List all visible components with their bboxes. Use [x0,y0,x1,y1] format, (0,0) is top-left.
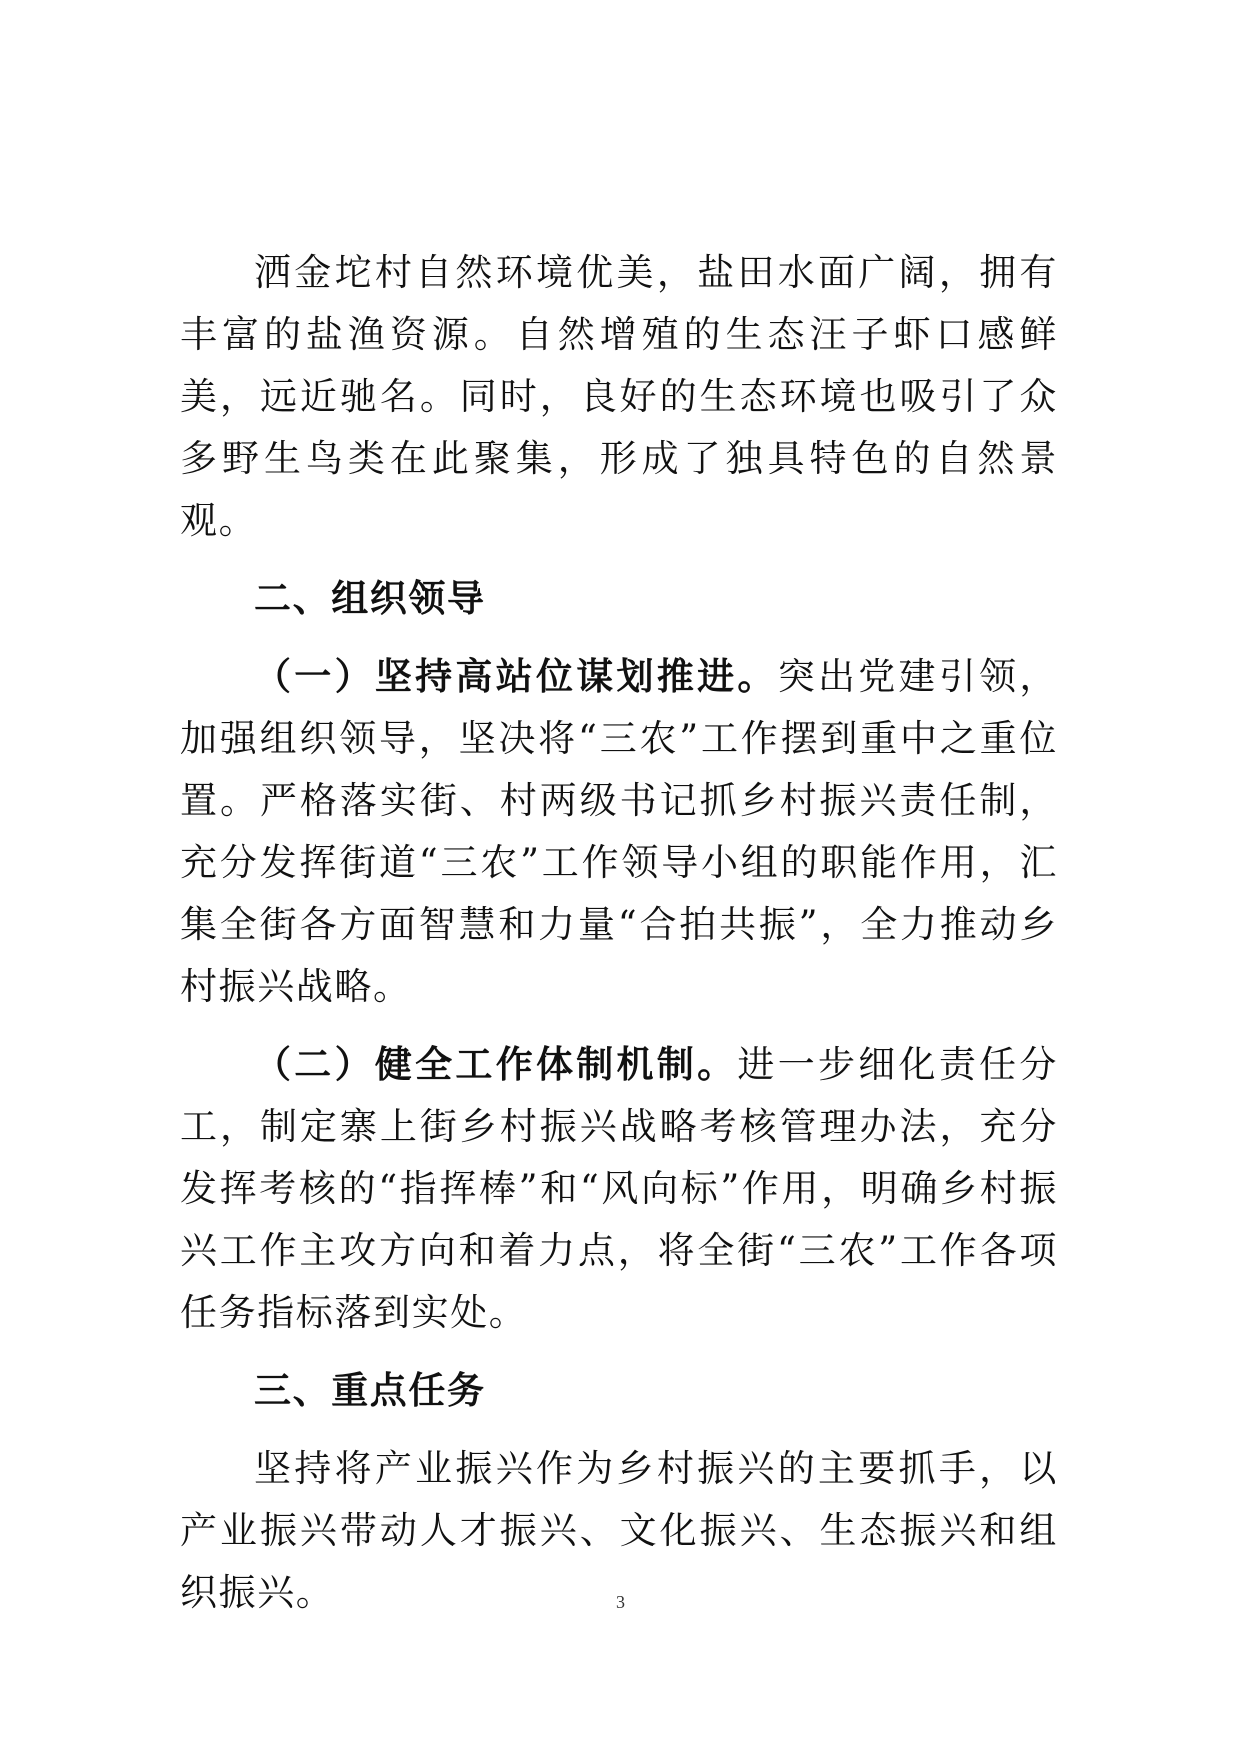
item-1-body: 突出党建引领，加强组织领导，坚决将“三农”工作摆到重中之重位置。严格落实街、村两级书记抓乡村振兴责任制，充分发挥街道“三农”工作领导小组的职能作用，汇集全街各方面智慧和力量“合拍共振”，全力推动乡村振兴战略。 [180,655,1058,1008]
document-body [180,242,1058,1624]
paragraph-natural-environment: 洒金坨村自然环境优美，盐田水面广阔，拥有丰富的盐渔资源。自然增殖的生态汪子虾口感鲜美，远近驰名。同时，良好的生态环境也吸引了众多野生鸟类在此聚集，形成了独具特色的自然景观。 [180,251,1058,542]
paragraph-item-2 [180,1034,1058,1344]
item-2-body: 进一步细化责任分工，制定寨上街乡村振兴战略考核管理办法，充分发挥考核的“指挥棒”和“风向标”作用，明确乡村振兴工作主攻方向和着力点，将全街“三农”工作各项任务指标落到实处。 [180,1043,1058,1334]
paragraph-industry-revitalization: 坚持将产业振兴作为乡村振兴的主要抓手，以产业振兴带动人才振兴、文化振兴、生态振兴和组织振兴。 [180,1447,1058,1614]
section-heading-key-tasks: 三、重点任务 [254,1369,486,1412]
item-1-lead: （一）坚持高站位谋划推进。 [254,655,778,698]
page-number: 3 [616,1592,625,1612]
section-heading-organization: 二、组织领导 [254,577,486,620]
paragraph-item-1 [180,646,1058,1018]
item-2-lead: （二）健全工作体制机制。 [254,1043,738,1086]
